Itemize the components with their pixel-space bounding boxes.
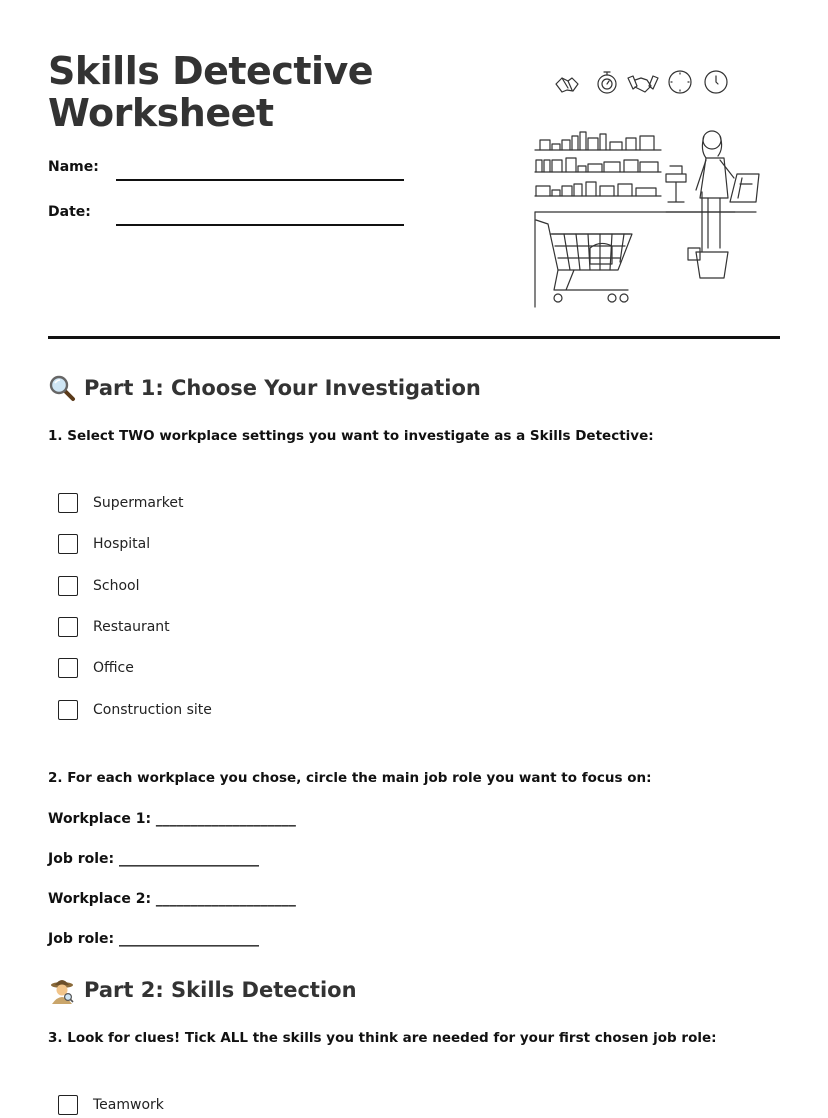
worker-figure: [688, 131, 734, 278]
workplace-option[interactable]: [58, 574, 139, 598]
question-1: 1. Select TWO workplace settings you want to investigate as a Skills Detective:: [48, 428, 654, 444]
workplace-option[interactable]: [58, 491, 183, 515]
part1-heading-text: Part 1: Choose Your Investigation: [84, 376, 481, 400]
supermarket-illustration: [530, 62, 766, 310]
date-field[interactable]: [48, 204, 408, 228]
name-label: Name:: [48, 159, 99, 175]
part2-heading-text: Part 2: Skills Detection: [84, 978, 357, 1002]
magnifying-glass-icon: [48, 374, 76, 402]
hands-icon: [556, 78, 578, 92]
stopwatch-icon: [598, 72, 616, 93]
name-field[interactable]: [48, 159, 408, 183]
job-role-1-blank[interactable]: Job role: ____________________: [48, 851, 260, 867]
workplace-2-blank[interactable]: Workplace 2: ____________________: [48, 891, 296, 907]
checkbox[interactable]: [58, 658, 78, 678]
checkbox[interactable]: [58, 493, 78, 513]
handshake-icon: [628, 76, 658, 92]
part1-heading: [48, 374, 481, 402]
date-label: Date:: [48, 204, 91, 220]
workplace-option[interactable]: [58, 698, 212, 722]
checkbox[interactable]: [58, 1095, 78, 1115]
checkout-counter: [666, 166, 759, 212]
part2-heading: [48, 976, 357, 1004]
checkbox[interactable]: [58, 576, 78, 596]
title-line-2: Worksheet: [48, 91, 274, 135]
shopping-cart: [536, 220, 632, 302]
question-2: 2. For each workplace you chose, circle the main job role you want to focus on:: [48, 770, 652, 786]
date-line[interactable]: [116, 224, 404, 226]
clock-icon: [669, 71, 691, 93]
option-label: Hospital: [93, 536, 151, 552]
option-label: Teamwork: [93, 1097, 164, 1113]
skill-option[interactable]: [58, 1093, 164, 1117]
checkbox[interactable]: [58, 700, 78, 720]
name-line[interactable]: [116, 179, 404, 181]
checkbox[interactable]: [58, 534, 78, 554]
workplace-option[interactable]: [58, 615, 170, 639]
question-3: 3. Look for clues! Tick ALL the skills you think are needed for your first chosen job role:: [48, 1030, 717, 1046]
checkbox[interactable]: [58, 617, 78, 637]
workplace-option[interactable]: [58, 532, 150, 556]
title-line-1: Skills Detective: [48, 49, 374, 93]
worksheet-page: [48, 0, 780, 1118]
detective-icon: [48, 976, 76, 1004]
shelf-unit: [535, 132, 735, 307]
option-label: Office: [93, 660, 134, 676]
option-label: Supermarket: [93, 495, 184, 511]
option-label: School: [93, 578, 140, 594]
clock-icon: [705, 71, 727, 93]
workplace-option[interactable]: [58, 656, 134, 680]
worksheet-title: [48, 50, 373, 134]
job-role-2-blank[interactable]: Job role: ____________________: [48, 931, 260, 947]
option-label: Construction site: [93, 702, 212, 718]
header-divider: [48, 336, 780, 339]
workplace-1-blank[interactable]: Workplace 1: ____________________: [48, 811, 296, 827]
option-label: Restaurant: [93, 619, 170, 635]
